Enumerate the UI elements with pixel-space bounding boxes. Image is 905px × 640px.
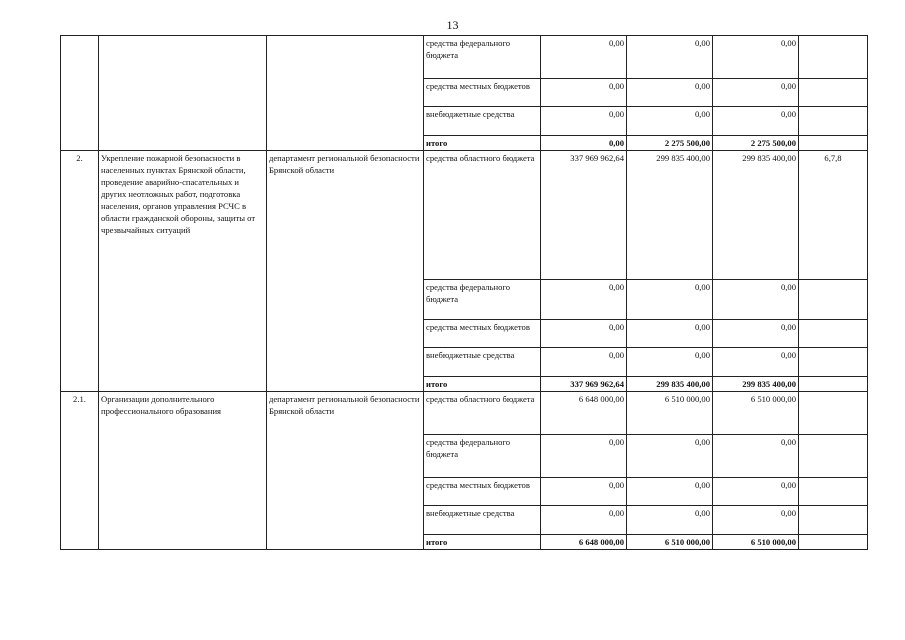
- source-label: средства местных бюджетов: [424, 320, 541, 348]
- value-cell: 0,00: [713, 320, 799, 348]
- executor-name: департамент региональной безопасности Брянской области: [267, 151, 424, 392]
- total-label: итого: [424, 535, 541, 550]
- value-cell: 0,00: [541, 478, 627, 506]
- row-number: 2.: [61, 151, 99, 392]
- value-cell: 0,00: [713, 280, 799, 320]
- source-label: внебюджетные средства: [424, 506, 541, 535]
- executor-name: департамент региональной безопасности Брянской области: [267, 392, 424, 550]
- indicator-cell: [799, 136, 868, 151]
- value-cell: 0,00: [713, 107, 799, 136]
- value-cell: 6 510 000,00: [627, 392, 713, 435]
- value-cell: 0,00: [713, 478, 799, 506]
- value-cell: 0,00: [627, 36, 713, 79]
- table-row: [61, 36, 868, 79]
- total-label: итого: [424, 136, 541, 151]
- value-cell: 0,00: [541, 506, 627, 535]
- value-cell: 0,00: [713, 435, 799, 478]
- value-cell: 0,00: [541, 280, 627, 320]
- value-cell: 0,00: [627, 435, 713, 478]
- value-cell: 0,00: [627, 320, 713, 348]
- value-cell: 0,00: [713, 79, 799, 107]
- source-label: средства федерального бюджета: [424, 280, 541, 320]
- executor-cell: [267, 36, 424, 151]
- total-value: 6 648 000,00: [541, 535, 627, 550]
- value-cell: 0,00: [627, 506, 713, 535]
- total-value: 6 510 000,00: [627, 535, 713, 550]
- source-label: средства местных бюджетов: [424, 79, 541, 107]
- source-label: средства федерального бюджета: [424, 36, 541, 79]
- indicator-cell: [799, 348, 868, 377]
- value-cell: 0,00: [627, 348, 713, 377]
- value-cell: 0,00: [627, 107, 713, 136]
- total-value: 337 969 962,64: [541, 377, 627, 392]
- value-cell: 0,00: [541, 435, 627, 478]
- value-cell: 0,00: [627, 79, 713, 107]
- value-cell: 0,00: [541, 107, 627, 136]
- value-cell: 6 648 000,00: [541, 392, 627, 435]
- value-cell: 0,00: [541, 36, 627, 79]
- table-row: [61, 392, 868, 435]
- total-value: 0,00: [541, 136, 627, 151]
- indicator-cell: [799, 392, 868, 435]
- value-cell: 0,00: [541, 348, 627, 377]
- total-value: 299 835 400,00: [713, 377, 799, 392]
- indicator-cell: 6,7,8: [799, 151, 868, 280]
- value-cell: 0,00: [713, 348, 799, 377]
- measure-name: Организации дополнительного профессионального образования: [99, 392, 267, 550]
- page-number: 13: [446, 18, 459, 32]
- indicator-cell: [799, 320, 868, 348]
- value-cell: 0,00: [627, 478, 713, 506]
- value-cell: 6 510 000,00: [713, 392, 799, 435]
- num-cell: [61, 36, 99, 151]
- source-label: средства областного бюджета: [424, 392, 541, 435]
- source-label: внебюджетные средства: [424, 348, 541, 377]
- source-label: средства федерального бюджета: [424, 435, 541, 478]
- total-value: 2 275 500,00: [627, 136, 713, 151]
- table-row: [61, 151, 868, 280]
- indicator-cell: [799, 79, 868, 107]
- value-cell: 337 969 962,64: [541, 151, 627, 280]
- total-label: итого: [424, 377, 541, 392]
- source-label: внебюджетные средства: [424, 107, 541, 136]
- indicator-cell: [799, 435, 868, 478]
- value-cell: 0,00: [713, 506, 799, 535]
- total-value: 6 510 000,00: [713, 535, 799, 550]
- budget-table: [60, 35, 868, 550]
- value-cell: 0,00: [541, 320, 627, 348]
- row-number: 2.1.: [61, 392, 99, 550]
- value-cell: 299 835 400,00: [627, 151, 713, 280]
- value-cell: 299 835 400,00: [713, 151, 799, 280]
- indicator-cell: [799, 506, 868, 535]
- total-value: 299 835 400,00: [627, 377, 713, 392]
- indicator-cell: [799, 535, 868, 550]
- indicator-cell: [799, 478, 868, 506]
- indicator-cell: [799, 280, 868, 320]
- value-cell: 0,00: [713, 36, 799, 79]
- total-value: 2 275 500,00: [713, 136, 799, 151]
- indicator-cell: [799, 36, 868, 79]
- measure-name: Укрепление пожарной безопасности в населенных пунктах Брянской области, проведение аварийно-спасательных и других неотложных работ, подготовка населения, органов управления РСЧС в области гражданской обороны, защиты от чрезвычайных ситуаций: [99, 151, 267, 392]
- indicator-cell: [799, 107, 868, 136]
- source-label: средства местных бюджетов: [424, 478, 541, 506]
- name-cell: [99, 36, 267, 151]
- source-label: средства областного бюджета: [424, 151, 541, 280]
- indicator-cell: [799, 377, 868, 392]
- value-cell: 0,00: [541, 79, 627, 107]
- value-cell: 0,00: [627, 280, 713, 320]
